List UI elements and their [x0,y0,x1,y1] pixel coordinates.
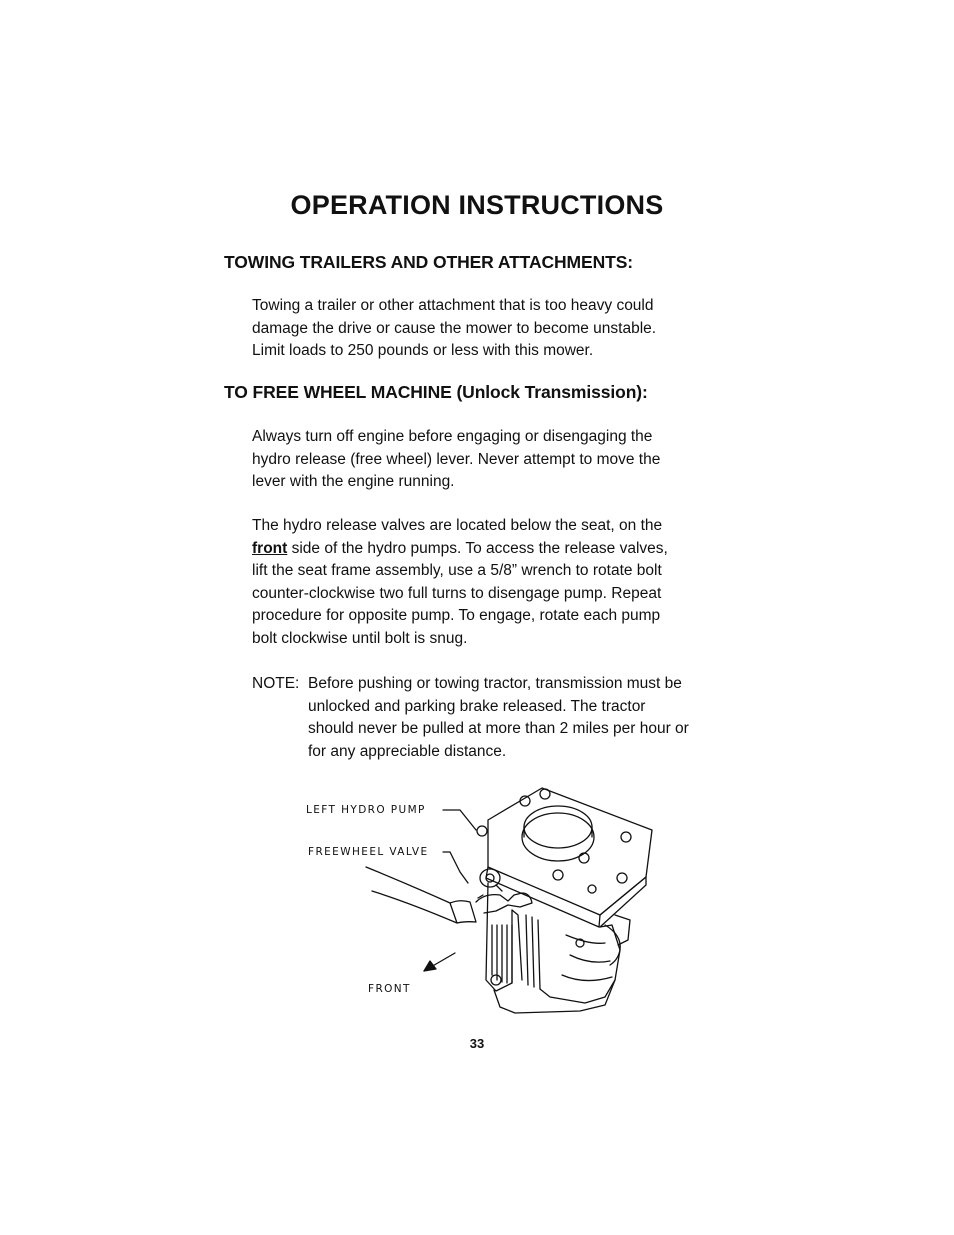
text-line: Towing a trailer or other attachment that is too heavy could [252,297,654,314]
text-line: procedure for opposite pump. To engage, rotate each pump [252,607,661,624]
text-line: lever with the engine running. [252,473,455,490]
section-heading-free-wheel: TO FREE WHEEL MACHINE (Unlock Transmission): [224,382,648,402]
hydro-pump-figure [300,775,670,1020]
front-emphasis: front [252,539,288,557]
front-arrow-head [424,961,436,971]
note-body [308,673,689,763]
text-line: bolt clockwise until bolt is snug. [252,629,468,647]
text-line [252,538,702,561]
towing-paragraph [252,295,702,363]
text-line: damage the drive or cause the mower to become unstable. [252,319,657,337]
text-line: hydro release (free wheel) lever. Never attempt to move the [252,450,661,468]
free-wheel-paragraph-2 [252,515,702,650]
text-line: should never be pulled at more than 2 miles per hour or [308,720,689,737]
hose [366,867,457,923]
page-number: 33 [469,1036,485,1051]
text-line: for any appreciable distance. [308,742,507,760]
label-freewheel-valve: FREEWHEEL VALVE [308,846,429,858]
text-line: unlocked and parking brake released. The tractor [308,697,646,715]
leader-line-left-hydro-pump [443,810,476,830]
text-line: Always turn off engine before engaging or disengaging the [252,428,653,445]
text-line: Before pushing or towing tractor, transmission must be [308,675,682,692]
section-heading-towing: TOWING TRAILERS AND OTHER ATTACHMENTS: [224,252,634,272]
label-front: FRONT [368,983,411,995]
text-line: lift the seat frame assembly, use a 5/8” wrench to rotate bolt [252,562,662,579]
note-label: NOTE: [252,675,300,692]
text-line: Limit loads to 250 pounds or less with this mower. [252,342,594,359]
page-title: OPERATION INSTRUCTIONS [290,190,664,220]
label-left-hydro-pump: LEFT HYDRO PUMP [306,804,426,816]
text-run: side of the hydro pumps. To access the release valves, [287,539,668,557]
text-line: counter-clockwise two full turns to disengage pump. Repeat [252,584,662,602]
text-line: The hydro release valves are located below the seat, on the [252,517,663,534]
leader-line-freewheel-valve [443,852,468,883]
free-wheel-paragraph-1 [252,426,702,494]
